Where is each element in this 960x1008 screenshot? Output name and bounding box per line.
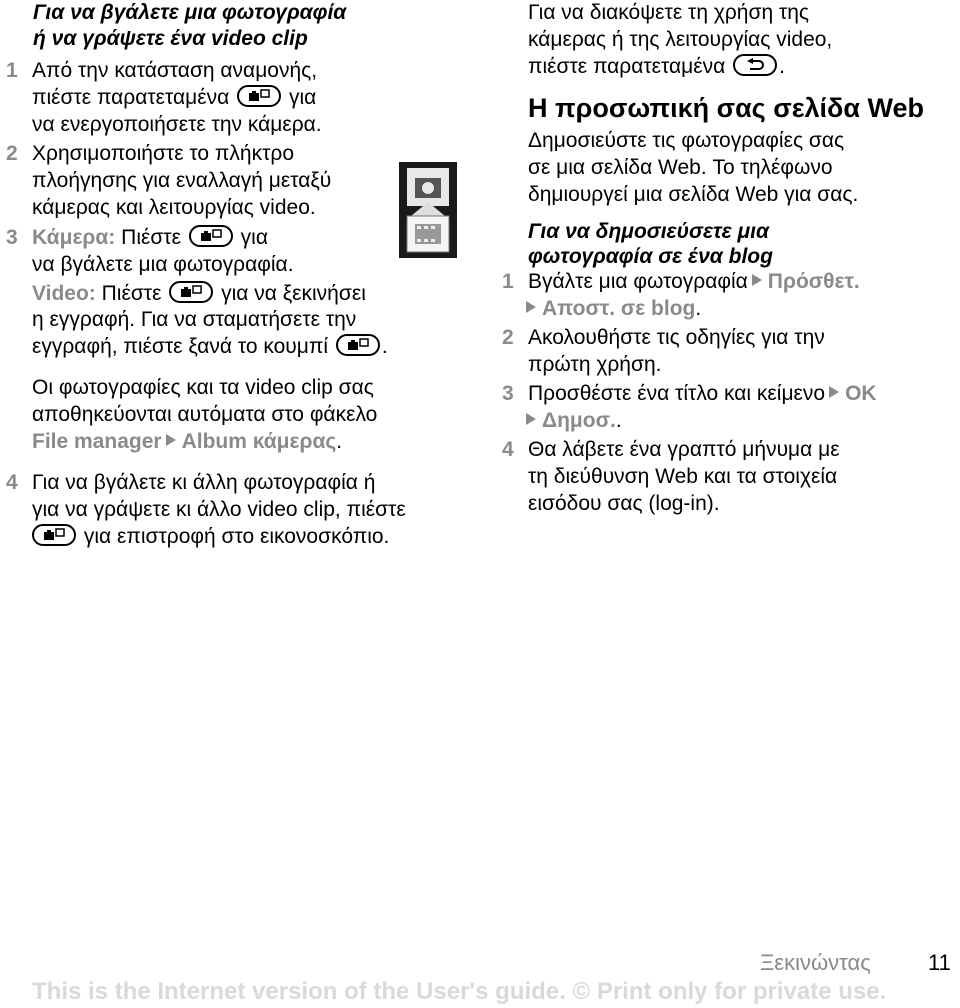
section-title-line2: ή να γράψετε ένα video clip bbox=[33, 27, 308, 50]
camera-key-icon bbox=[32, 524, 76, 546]
step-3-line2: να βγάλετε μια φωτογραφία. bbox=[32, 253, 294, 276]
blog-step-4-line3: εισόδου σας (log-in). bbox=[528, 492, 720, 515]
step-1-line3: να ενεργοποιήσετε την κάμερα. bbox=[32, 113, 322, 136]
camera-key-icon bbox=[169, 281, 213, 303]
step-2-line3: κάμερας και λειτουργίας video. bbox=[32, 196, 316, 219]
camera-key-icon bbox=[189, 225, 233, 247]
step-4-line2: για να γράψετε κι άλλο video clip, πιέστε bbox=[32, 498, 406, 521]
arrow-right-icon bbox=[829, 386, 839, 398]
note-line2: αποθηκεύονται αυτόματα στο φάκελο bbox=[32, 403, 378, 426]
footer-note: This is the Internet version of the User's guide. © Print only for private use. bbox=[32, 978, 887, 1005]
step-1: 1 Από την κατάσταση αναμονής, bbox=[6, 59, 318, 82]
note-path: File manager Album κάμερας. bbox=[32, 430, 343, 453]
blog-step-1: 1 Βγάλτε μια φωτογραφία Πρόσθετ. bbox=[502, 270, 860, 293]
step-3-video: Video: Πιέστε για να ξεκινήσει bbox=[32, 282, 366, 305]
step-3-line4: η εγγραφή. Για να σταματήσετε την bbox=[32, 308, 357, 331]
blog-step-4-line2: τη διεύθυνση Web και τα στοιχεία bbox=[528, 465, 838, 488]
blog-step-3: 3 Προσθέστε ένα τίτλο και κείμενο OK bbox=[502, 382, 877, 405]
stop-line2: κάμερας ή της λειτουργίας video, bbox=[528, 28, 833, 51]
blog-step-4: 4 Θα λάβετε ένα γραπτό μήνυμα με bbox=[502, 438, 840, 461]
arrow-right-icon bbox=[166, 434, 176, 446]
step-3-line5: εγγραφή, πιέστε ξανά το κουμπί . bbox=[32, 335, 388, 358]
sub-title: Για να δημοσιεύσετε μια bbox=[528, 220, 769, 243]
blog-step-3-line2: Δημοσ.. bbox=[522, 408, 622, 434]
page-number: 11 bbox=[928, 950, 951, 975]
camera-video-mode-icon bbox=[399, 162, 457, 258]
intro-line1: Δημοσιεύστε τις φωτογραφίες σας bbox=[528, 129, 845, 152]
step-3: 3 Κάμερα: Πιέστε για bbox=[6, 226, 268, 249]
sub-title-line2: φωτογραφία σε ένα blog bbox=[528, 245, 773, 268]
arrow-right-icon bbox=[526, 301, 536, 313]
blog-step-2: 2 Ακολουθήστε τις οδηγίες για την bbox=[502, 326, 825, 349]
step-4-line3: για επιστροφή στο εικονοσκόπιο. bbox=[30, 524, 389, 550]
intro-line3: δημιουργεί μια σελίδα Web για σας. bbox=[528, 183, 859, 206]
arrow-right-icon bbox=[526, 413, 536, 425]
blog-step-2-line2: πρώτη χρήση. bbox=[528, 353, 662, 376]
blog-step-1-line2: Αποστ. σε blog. bbox=[522, 296, 701, 322]
intro-line2: σε μια σελίδα Web. Το τηλέφωνο bbox=[528, 156, 833, 179]
camera-key-icon bbox=[237, 85, 281, 107]
page-heading: Η προσωπική σας σελίδα Web bbox=[528, 93, 925, 123]
section-label: Ξεκινώντας bbox=[760, 950, 871, 975]
step-2-line2: πλοήγησης για εναλλαγή μεταξύ bbox=[32, 169, 332, 192]
camera-key-icon bbox=[336, 334, 380, 356]
step-1-line2: πιέστε παρατεταμένα για bbox=[32, 86, 317, 109]
stop-line1: Για να διακόψετε τη χρήση της bbox=[528, 1, 810, 24]
back-key-icon bbox=[733, 54, 777, 76]
step-4: 4 Για να βγάλετε κι άλλη φωτογραφία ή bbox=[6, 471, 376, 494]
step-2: 2 Χρησιμοποιήστε το πλήκτρο bbox=[6, 142, 295, 165]
note-line1: Οι φωτογραφίες και τα video clip σας bbox=[32, 376, 374, 399]
stop-line3: πιέστε παρατεταμένα . bbox=[528, 55, 785, 78]
arrow-right-icon bbox=[752, 274, 762, 286]
section-title: Για να βγάλετε μια φωτογραφία bbox=[33, 1, 347, 24]
